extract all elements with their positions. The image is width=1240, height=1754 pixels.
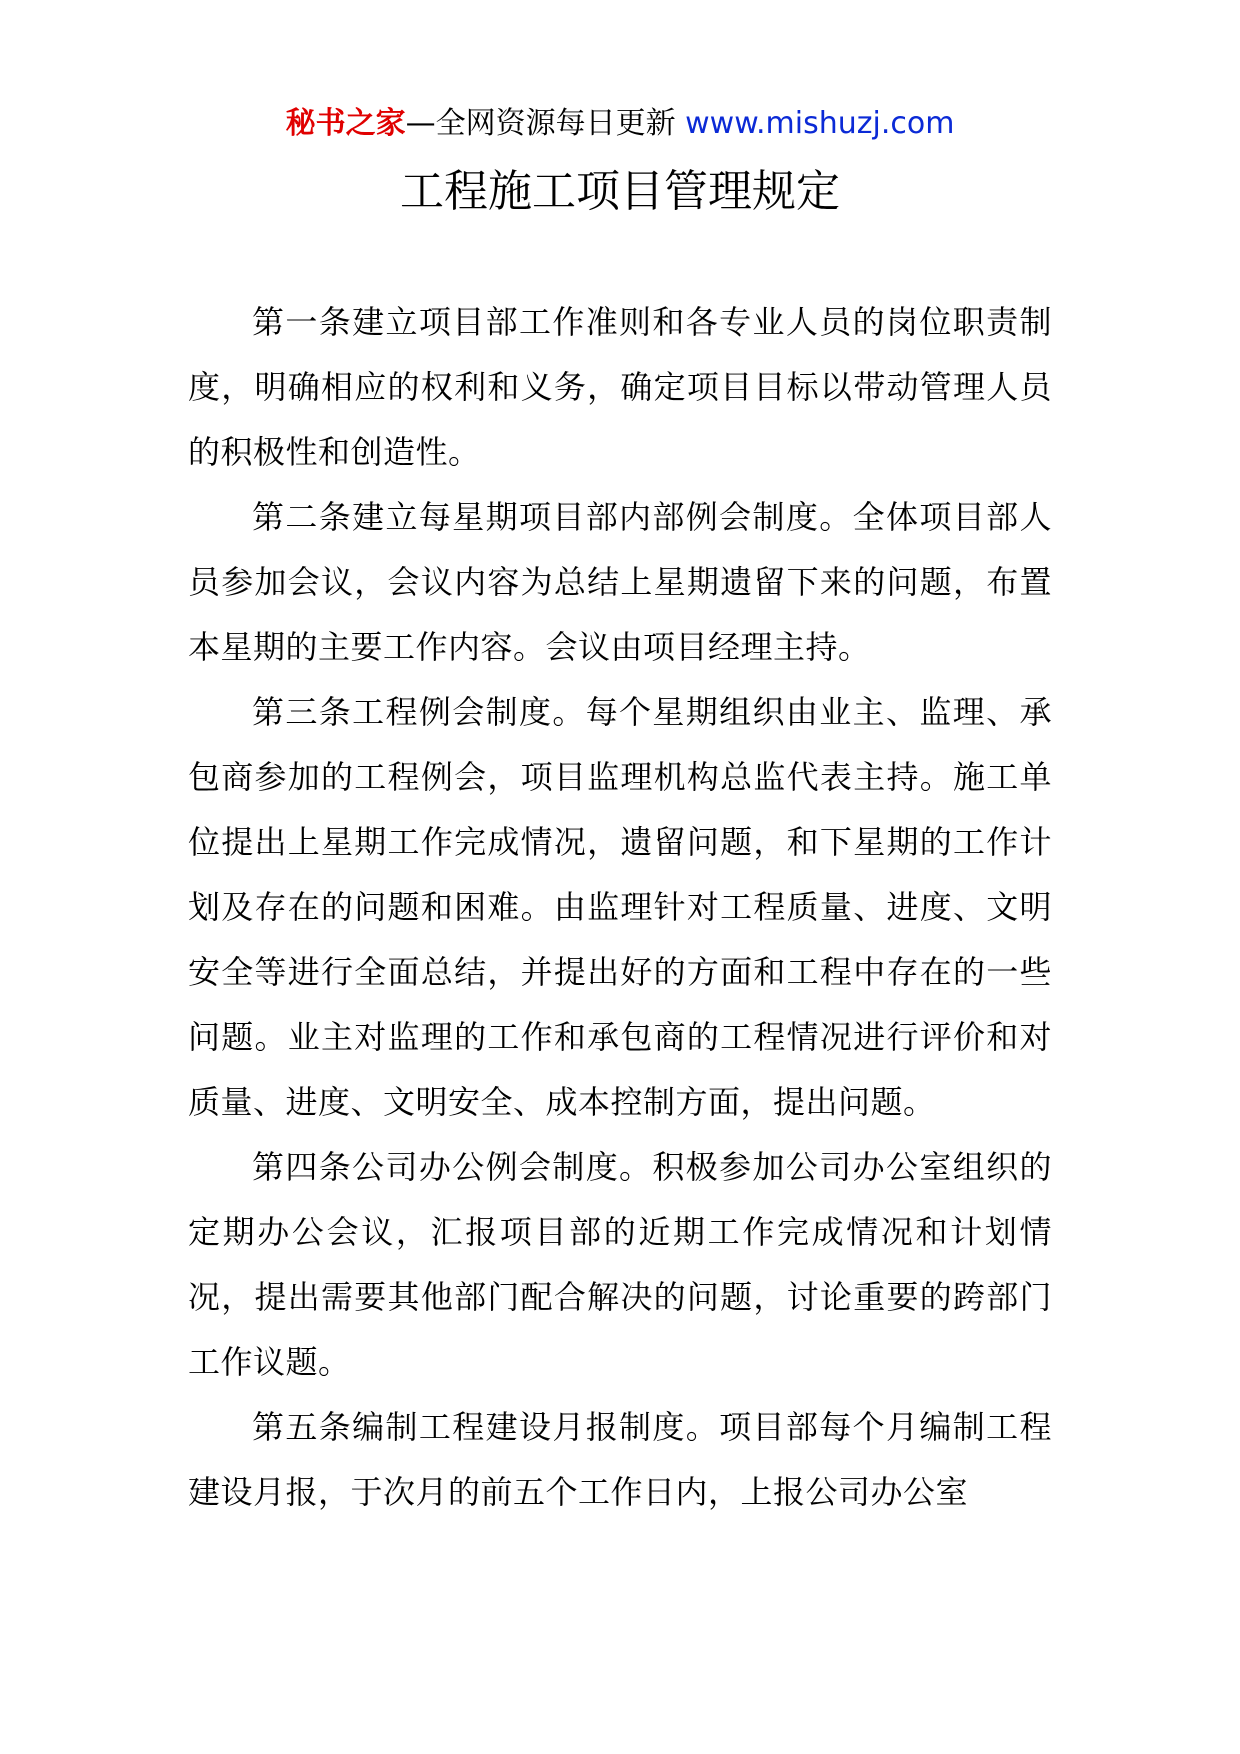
site-url-link[interactable]: www.mishuzj.com [685,106,955,141]
article-5-paragraph: 第五条编制工程建设月报制度。项目部每个月编制工程建设月报，于次月的前五个工作日内，上报公司办公室 [188,1408,1052,1511]
article-2-paragraph: 第二条建立每星期项目部内部例会制度。全体项目部人员参加会议，会议内容为总结上星期遗留下来的问题，布置本星期的主要工作内容。会议由项目经理主持。 [188,498,1052,666]
document-title: 工程施工项目管理规定 [400,166,840,217]
article-1-paragraph: 第一条建立项目部工作准则和各专业人员的岗位职责制度，明确相应的权利和义务，确定项目目标以带动管理人员的积极性和创造性。 [188,303,1052,471]
brand-name: 秘书之家 [285,106,406,141]
document-body [188,290,1052,1525]
article-4-paragraph: 第四条公司办公例会制度。积极参加公司办公室组织的定期办公会议，汇报项目部的近期工作完成情况和计划情况，提出需要其他部门配合解决的问题，讨论重要的跨部门工作议题。 [188,1148,1052,1381]
site-header [0,102,1240,146]
header-slogan: —全网资源每日更新 [405,106,686,141]
article-3-paragraph: 第三条工程例会制度。每个星期组织由业主、监理、承包商参加的工程例会，项目监理机构总监代表主持。施工单位提出上星期工作完成情况，遗留问题，和下星期的工作计划及存在的问题和困难。由监理针对工程质量、进度、文明安全等进行全面总结，并提出好的方面和工程中存在的一些问题。业主对监理的工作和承包商的工程情况进行评价和对质量、进度、文明安全、成本控制方面，提出问题。 [188,693,1052,1121]
